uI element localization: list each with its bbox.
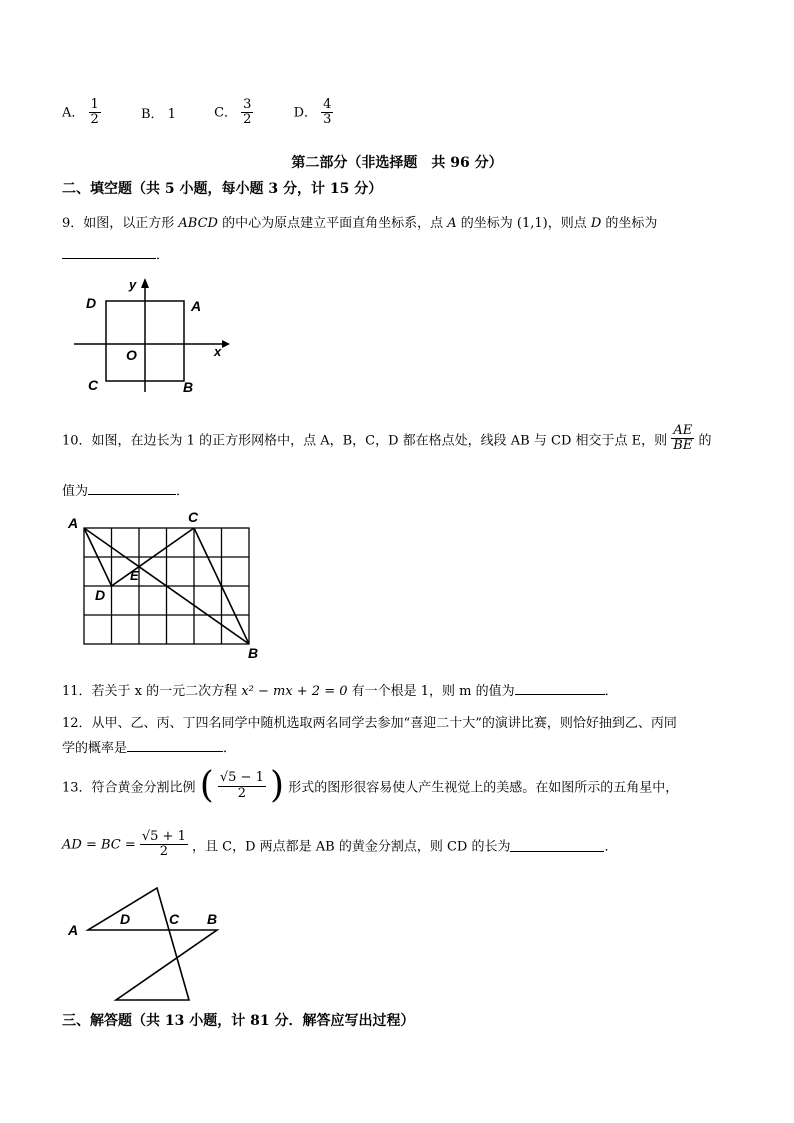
label-b: B bbox=[207, 911, 218, 927]
q13-line1: 13．符合黄金分割比例 ( $\frac{√5 - 1}{2}$ ) 形式的图形很容易使人产生视觉上的美感。在如图所示的五角星中， bbox=[62, 765, 679, 806]
label-o: O bbox=[126, 347, 137, 363]
label-c: C bbox=[169, 911, 180, 927]
q10-line1: 10．如图，在边长为 1 的正方形网格中，点 A，B，C，D 都在格点处，线段 AB 与 CD 相交于点 E，则 $\frac{AE}{BE}$ 的 bbox=[62, 423, 712, 454]
q13-star-figure bbox=[62, 882, 232, 1007]
q10-line2: 值为 ． bbox=[62, 480, 189, 499]
option-c-fraction: $\frac{3}{2}$ bbox=[243, 97, 252, 128]
q13-line2: AD = BC = $\frac{√5 + 1}{2}$ ，且 C，D 两点都是 AB 的黄金分割点，则 CD 的长为 ． bbox=[62, 829, 618, 860]
q13-golden-ratio: $\frac{√5 - 1}{2}$ bbox=[219, 770, 264, 801]
q10-grid-figure bbox=[62, 506, 277, 661]
q9-line2: ． bbox=[62, 244, 169, 263]
label-b: B bbox=[248, 645, 259, 661]
q12-line1: 12．从甲、乙、丙、丁四名同学中随机选取两名同学去参加“喜迎二十大”的演讲比赛，则恰好抽到乙、丙同 bbox=[62, 716, 677, 731]
q12-answer-blank[interactable] bbox=[127, 737, 223, 752]
option-a: A． $\frac{1}{2}$ bbox=[62, 97, 99, 128]
section2-heading: 二、填空题（共 5 小题，每小题 3 分，计 15 分） bbox=[62, 181, 383, 197]
option-b: B． 1 bbox=[140, 107, 176, 123]
label-a: A bbox=[68, 515, 79, 531]
label-a: A bbox=[191, 298, 202, 314]
part2-title: 第二部分（非选择题 共 96 分） bbox=[291, 155, 503, 171]
y-axis-arrow bbox=[141, 278, 149, 288]
label-b: B bbox=[183, 379, 194, 395]
label-c: C bbox=[88, 377, 99, 393]
q13-answer-blank[interactable] bbox=[510, 837, 604, 852]
q13-length-fraction: $\frac{√5 + 1}{2}$ bbox=[141, 829, 186, 860]
option-a-fraction: $\frac{1}{2}$ bbox=[90, 97, 99, 128]
label-d: D bbox=[86, 295, 97, 311]
label-x: x bbox=[214, 344, 222, 359]
label-d: D bbox=[120, 911, 131, 927]
right-paren: ) bbox=[270, 765, 285, 806]
pentagram bbox=[88, 888, 217, 1000]
q9-figure bbox=[62, 272, 232, 402]
q11-answer-blank[interactable] bbox=[515, 680, 605, 695]
q12-line2: 学的概率是 ． bbox=[62, 737, 236, 756]
section3-heading: 三、解答题（共 13 小题，计 81 分．解答应写出过程） bbox=[62, 1013, 415, 1029]
q10-fraction: $\frac{AE}{BE}$ bbox=[673, 423, 693, 454]
label-e: E bbox=[130, 568, 139, 583]
q9-line1: 9．如图，以正方形 ABCD 的中心为原点建立平面直角坐标系，点 A 的坐标为 (1,1)，则点 D 的坐标为 bbox=[62, 216, 658, 231]
option-d: D． $\frac{4}{3}$ bbox=[293, 97, 332, 128]
option-d-fraction: $\frac{4}{3}$ bbox=[323, 97, 332, 128]
left-paren: ( bbox=[199, 765, 214, 806]
label-y: y bbox=[129, 277, 137, 292]
q9-answer-blank[interactable] bbox=[62, 244, 156, 259]
q10-answer-blank[interactable] bbox=[88, 480, 176, 495]
answer-options bbox=[62, 98, 333, 128]
option-c: C． $\frac{3}{2}$ bbox=[214, 97, 252, 128]
label-a: A bbox=[68, 922, 79, 938]
x-axis-arrow bbox=[222, 340, 230, 348]
q11-line: 11．若关于 x 的一元二次方程 x² − mx + 2 = 0 有一个根是 1，则 m 的值为 ． bbox=[62, 680, 618, 699]
label-d: D bbox=[95, 587, 106, 603]
label-c: C bbox=[188, 509, 199, 525]
